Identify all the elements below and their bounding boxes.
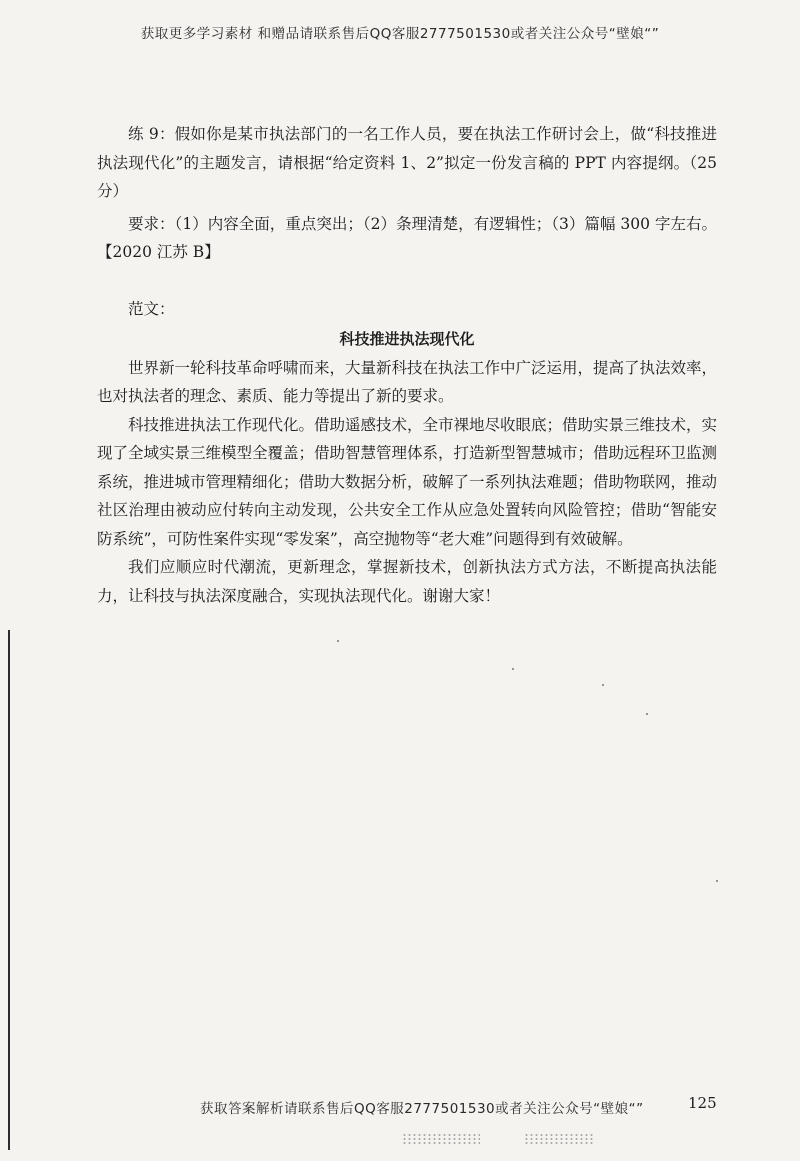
- scan-edge-line: [8, 630, 10, 1150]
- exercise-prompt: 练 9：假如你是某市执法部门的一名工作人员，要在执法工作研讨会上，做“科技推进执法现代化”的主题发言，请根据“给定资料 1、2”拟定一份发言稿的 PPT 内容提纲。（25 分）: [97, 125, 717, 200]
- essay-paragraph-3: 我们应顺应时代潮流，更新理念，掌握新技术，创新执法方式方法，不断提高执法能力，让科技与执法深度融合，实现执法现代化。谢谢大家！: [97, 558, 717, 605]
- scan-speck: [337, 640, 339, 642]
- header-promo-note: 获取更多学习素材 和赠品请联系售后QQ客服2777501530或者关注公众号“壁娘“”: [140, 26, 660, 42]
- scan-noise: [402, 1133, 480, 1145]
- scan-speck: [716, 880, 718, 882]
- document-body: [97, 120, 717, 610]
- footer-promo-note: 获取答案解析请联系售后QQ客服2777501530或者关注公众号“壁娘“”: [200, 1101, 644, 1117]
- scan-noise: [524, 1133, 594, 1145]
- page-number: 125: [688, 1094, 717, 1112]
- essay-paragraph-2: 科技推进执法工作现代化。借助遥感技术，全市裸地尽收眼底；借助实景三维技术，实现了全域实景三维模型全覆盖；借助智慧管理体系，打造新型智慧城市；借助远程环卫监测系统，推进城市管理精细化；借助大数据分析，破解了一系列执法难题；借助物联网，推动社区治理由被动应付转向主动发现，公共安全工作从应急处置转向风险管控；借助“智能安防系统”，可防性案件实现“零发案”，高空抛物等“老大难”问题得到有效破解。: [97, 415, 718, 548]
- scan-speck: [602, 684, 604, 686]
- sample-label: 范文：: [128, 299, 175, 318]
- essay-title: 科技推进执法现代化: [339, 330, 475, 348]
- scan-speck: [646, 713, 648, 715]
- exercise-requirements: 要求：（1）内容全面，重点突出；（2）条理清楚，有逻辑性；（3）篇幅 300 字左右。【2020 江苏 B】: [97, 214, 717, 261]
- essay-paragraph-1: 世界新一轮科技革命呼啸而来，大量新科技在执法工作中广泛运用，提高了执法效率，也对执法者的理念、素质、能力等提出了新的要求。: [97, 358, 718, 405]
- scan-speck: [512, 668, 514, 670]
